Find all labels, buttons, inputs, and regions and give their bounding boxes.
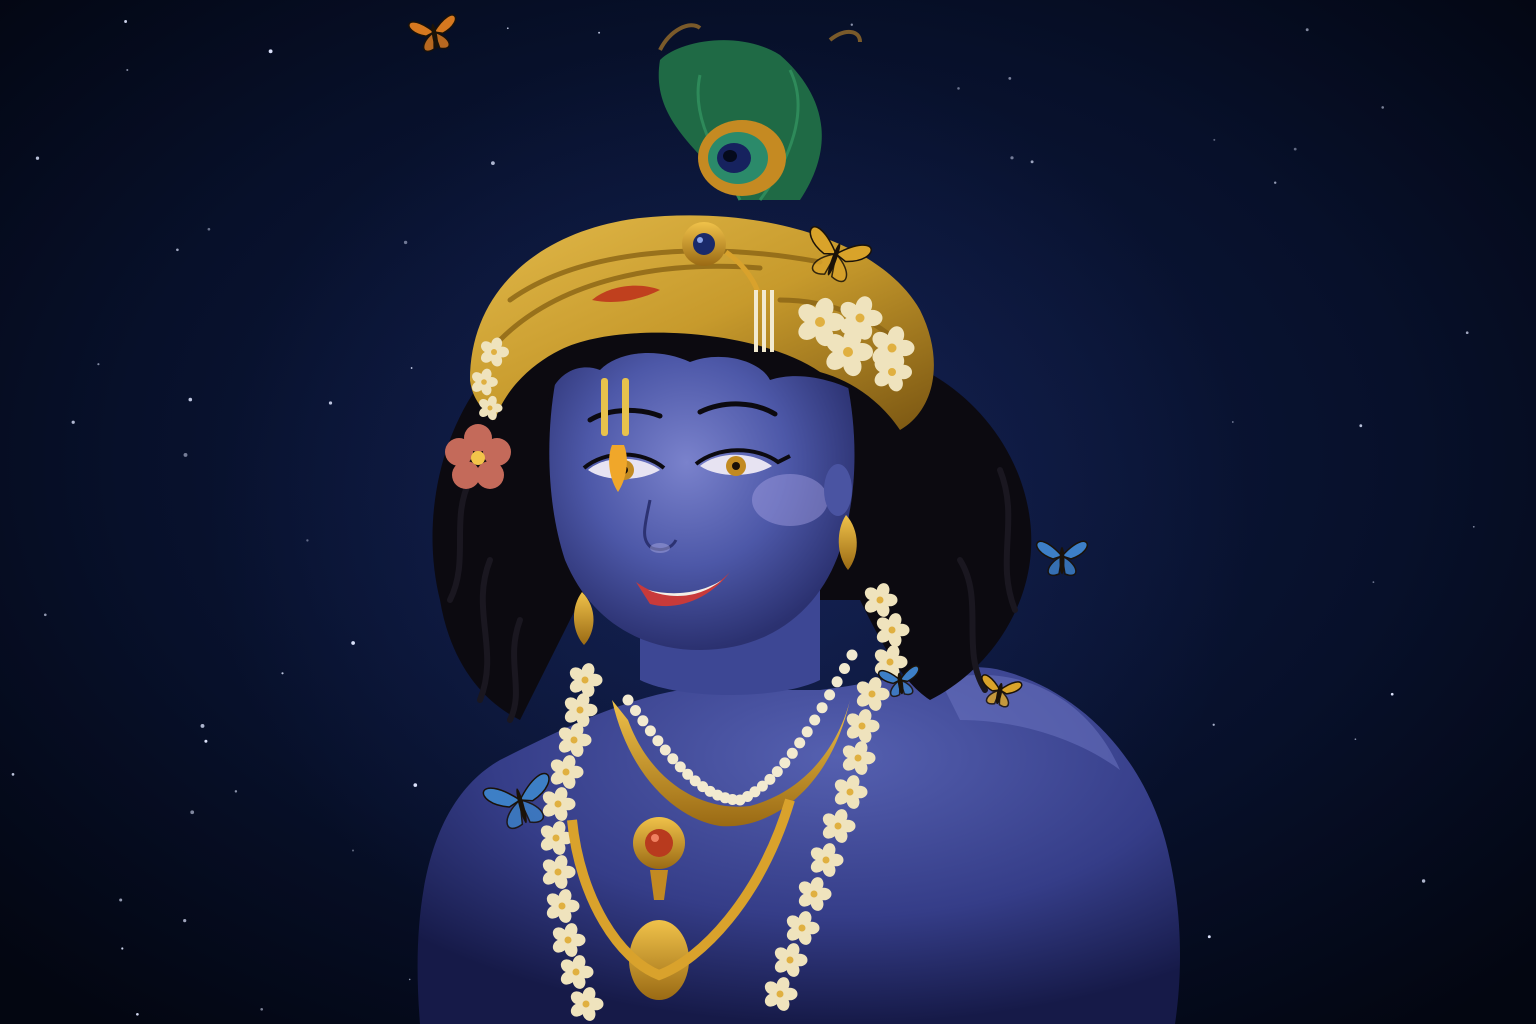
star-icon — [190, 810, 194, 814]
star-icon — [189, 398, 193, 402]
star-icon — [1010, 156, 1013, 159]
star-icon — [36, 157, 39, 160]
star-icon — [491, 161, 495, 165]
ear — [824, 464, 852, 516]
pearl — [839, 663, 850, 674]
star-icon — [121, 947, 123, 949]
pearl — [847, 650, 858, 661]
star-icon — [136, 1013, 139, 1016]
star-icon — [12, 773, 15, 776]
star-icon — [1355, 738, 1357, 740]
star-icon — [1473, 526, 1475, 528]
pearl — [794, 737, 805, 748]
star-icon — [352, 850, 354, 852]
star-icon — [598, 32, 600, 34]
star-icon — [184, 453, 188, 457]
star-icon — [208, 228, 211, 231]
star-icon — [235, 790, 237, 792]
star-icon — [1373, 581, 1375, 583]
pearl — [772, 766, 783, 777]
pearl — [832, 676, 843, 687]
pearl — [802, 726, 813, 737]
star-icon — [119, 898, 122, 901]
star-icon — [851, 24, 853, 26]
star-icon — [124, 20, 127, 23]
star-icon — [1391, 693, 1394, 696]
star-icon — [183, 919, 186, 922]
star-icon — [1031, 160, 1034, 163]
star-icon — [281, 672, 283, 674]
pearl — [645, 725, 656, 736]
pearl — [637, 715, 648, 726]
star-icon — [1008, 77, 1011, 80]
pearl — [660, 745, 671, 756]
star-icon — [126, 69, 128, 71]
star-icon — [72, 421, 75, 424]
star-icon — [97, 363, 99, 365]
star-icon — [201, 724, 205, 728]
star-icon — [404, 241, 407, 244]
star-icon — [176, 248, 179, 251]
star-icon — [1381, 106, 1384, 109]
star-icon — [351, 641, 355, 645]
star-icon — [329, 401, 332, 404]
pearl — [809, 715, 820, 726]
star-icon — [957, 87, 960, 90]
star-icon — [1466, 331, 1469, 334]
pearl — [667, 753, 678, 764]
star-icon — [411, 367, 413, 369]
star-icon — [1232, 421, 1234, 423]
star-icon — [1359, 424, 1362, 427]
pearl — [652, 735, 663, 746]
star-icon — [44, 613, 47, 616]
star-icon — [204, 740, 207, 743]
star-icon — [1274, 181, 1276, 183]
star-icon — [409, 979, 411, 981]
star-icon — [269, 49, 273, 53]
star-icon — [1208, 935, 1211, 938]
pearl — [623, 695, 634, 706]
star-icon — [260, 1008, 263, 1011]
cheek-glow — [752, 474, 828, 526]
nose-highlight — [650, 543, 670, 553]
star-icon — [1213, 724, 1215, 726]
star-icon — [1422, 879, 1425, 882]
star-icon — [1213, 139, 1215, 141]
star-icon — [1306, 28, 1309, 31]
pearl — [630, 705, 641, 716]
star-icon — [413, 783, 417, 787]
star-icon — [507, 27, 509, 29]
star-icon — [1294, 148, 1297, 151]
pearl — [779, 757, 790, 768]
pearl — [824, 689, 835, 700]
pearl — [787, 748, 798, 759]
pearl — [817, 702, 828, 713]
star-icon — [306, 539, 308, 541]
